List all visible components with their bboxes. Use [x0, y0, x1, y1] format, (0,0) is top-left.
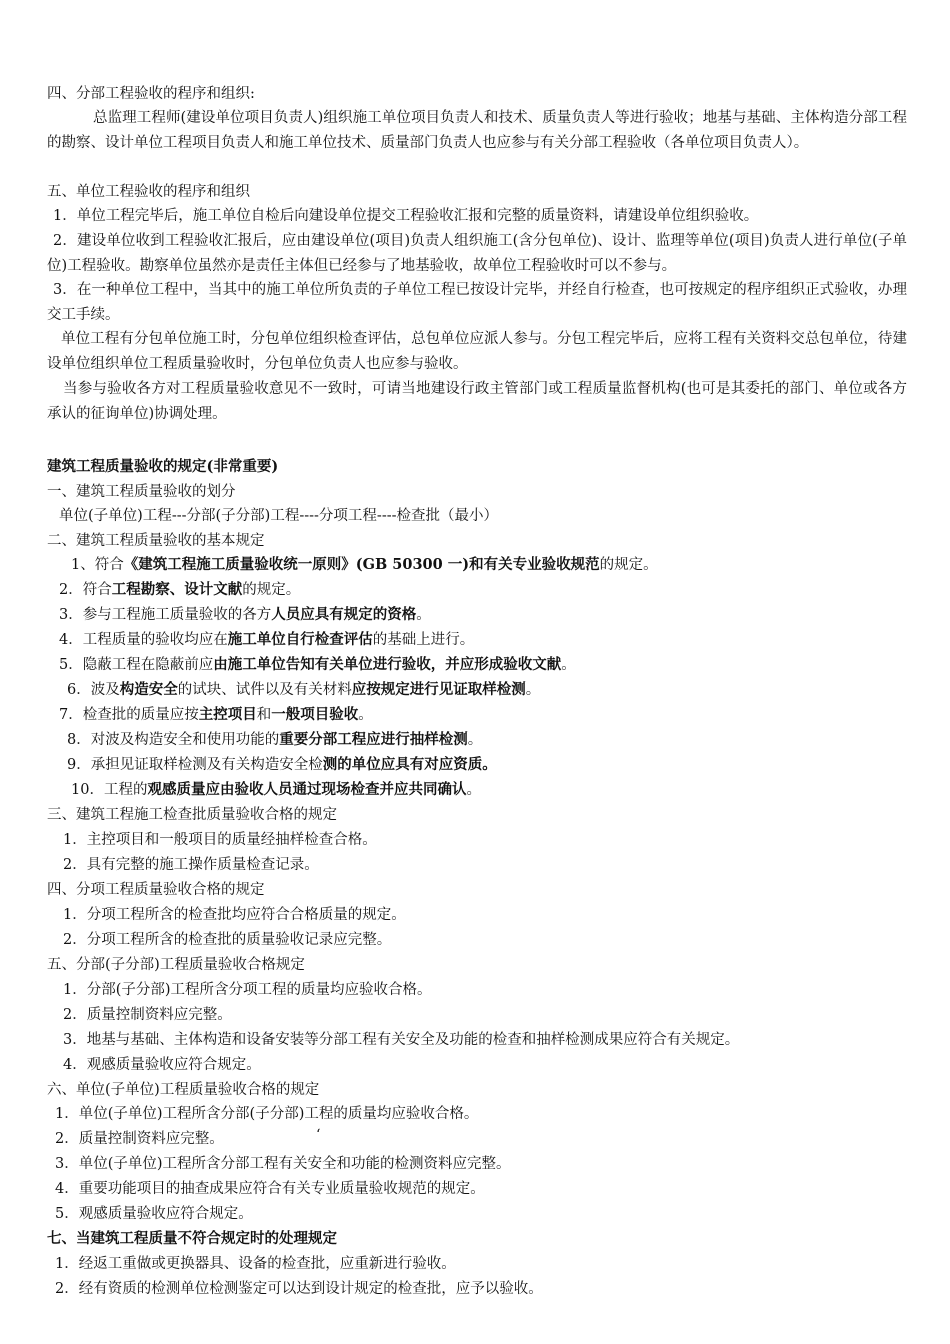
rules-s2-title: 二、建筑工程质量验收的基本规定 [47, 533, 265, 549]
section-5-title: 五、单位工程验收的程序和组织 [47, 184, 250, 200]
section-5-p2: 2．建设单位收到工程验收汇报后，应由建设单位(项目)负责人组织施工(含分包单位)、设计、监理等单位(项目)负责人进行单位(子单位)工程验收。勘察单位虽然亦是责任主体但已经参与了地基验收，故单位工程验收时可以不参与。 [47, 233, 907, 274]
rules-s5-item: 1．分部(子分部)工程所含分项工程的质量均应验收合格。 [63, 982, 432, 998]
rule-7: 7．检查批的质量应按主控项目和一般项目验收。 [59, 706, 373, 723]
rules-s5-title: 五、分部(子分部)工程质量验收合格规定 [47, 957, 305, 973]
rules-s4-title: 四、分项工程质量验收合格的规定 [47, 882, 265, 898]
rules-s6-item: 2．质量控制资料应完整。 [55, 1131, 224, 1147]
section-5-p4: 单位工程有分包单位施工时，分包单位组织检查评估，总包单位应派人参与。分包工程完毕后，应将工程有关资料交总包单位，待建设单位组织单位工程质量验收时，分包单位负责人也应参与验收。 [47, 331, 907, 372]
rules-heading: 建筑工程质量验收的规定(非常重要) [47, 458, 279, 475]
rules-s1-line: 单位(子单位)工程---分部(子分部)工程----分项工程----检查批（最小） [59, 508, 499, 524]
rules-s7-item: 1．经返工重做或更换器具、设备的检查批，应重新进行验收。 [55, 1256, 456, 1272]
rules-s3-title: 三、建筑工程施工检查批质量验收合格的规定 [47, 807, 337, 823]
rule-5: 5．隐蔽工程在隐蔽前应由施工单位告知有关单位进行验收，并应形成验收文献。 [59, 656, 576, 673]
rules-s5-item: 3．地基与基础、主体构造和设备安装等分部工程有关安全及功能的检查和抽样检测成果应符合有关规定。 [63, 1032, 740, 1048]
rules-s6-item: 1．单位(子单位)工程所含分部(子分部)工程的质量均应验收合格。 [55, 1106, 479, 1122]
rules-s3-item: 1．主控项目和一般项目的质量经抽样检查合格。 [63, 832, 377, 848]
section-5-p1: 1．单位工程完毕后，施工单位自检后向建设单位提交工程验收汇报和完整的质量资料，请建设单位组织验收。 [53, 208, 759, 224]
rules-s6-item: 3．单位(子单位)工程所含分部工程有关安全和功能的检测资料应完整。 [55, 1156, 511, 1172]
rule-9: 9．承担见证取样检测及有关构造安全检测的单位应具有对应资质。 [67, 756, 497, 773]
rule-6: 6．波及构造安全的试块、试件以及有关材料应按规定进行见证取样检测。 [67, 681, 541, 698]
rules-s1-title: 一、建筑工程质量验收的划分 [47, 484, 236, 500]
rules-s4-item: 2．分项工程所含的检查批的质量验收记录应完整。 [63, 932, 392, 948]
rule-8: 8．对波及构造安全和使用功能的重要分部工程应进行抽样检测。 [67, 731, 483, 748]
section-5-p5: 当参与验收各方对工程质量验收意见不一致时，可请当地建设行政主管部门或工程质量监督机构(也可是其委托的部门、单位或各方承认的征询单位)协调处理。 [47, 381, 907, 422]
rules-s7-title: 七、当建筑工程质量不符合规定时的处理规定 [47, 1230, 337, 1247]
rules-s5-item: 4．观感质量验收应符合规定。 [63, 1057, 261, 1073]
rule-3: 3．参与工程施工质量验收的各方人员应具有规定的资格。 [59, 606, 431, 623]
stray-mark: ‘ [316, 1127, 321, 1143]
rule-4: 4．工程质量的验收均应在施工单位自行检查评估的基础上进行。 [59, 631, 475, 648]
rules-s7-item: 2．经有资质的检测单位检测鉴定可以达到设计规定的检查批，应予以验收。 [55, 1281, 543, 1297]
rule-1: 1、符合《建筑工程施工质量验收统一原则》(GB 50300 一)和有关专业验收规范的规定。 [71, 556, 658, 573]
section-4-title: 四、分部工程验收的程序和组织: [47, 86, 255, 102]
rules-s6-title: 六、单位(子单位)工程质量验收合格的规定 [47, 1082, 320, 1098]
rules-s6-item: 4．重要功能项目的抽查成果应符合有关专业质量验收规范的规定。 [55, 1181, 485, 1197]
rule-10: 10．工程的观感质量应由验收人员通过现场检查并应共同确认。 [71, 781, 481, 798]
section-5-p3: 3．在一种单位工程中，当其中的施工单位所负责的子单位工程已按设计完毕，并经自行检查，也可按规定的程序组织正式验收，办理交工手续。 [47, 282, 907, 323]
section-4-body: 总监理工程师(建设单位项目负责人)组织施工单位项目负责人和技术、质量负责人等进行验收；地基与基础、主体构造分部工程的勘察、设计单位工程项目负责人和施工单位技术、质量部门负责人也应参与有关分部工程验收（各单位项目负责人）。 [47, 110, 907, 151]
rules-s3-item: 2．具有完整的施工操作质量检查记录。 [63, 857, 319, 873]
rules-s5-item: 2．质量控制资料应完整。 [63, 1007, 232, 1023]
rules-s6-item: 5．观感质量验收应符合规定。 [55, 1206, 253, 1222]
rules-s4-item: 1．分项工程所含的检查批均应符合合格质量的规定。 [63, 907, 406, 923]
rule-2: 2．符合工程勘察、设计文献的规定。 [59, 581, 301, 598]
